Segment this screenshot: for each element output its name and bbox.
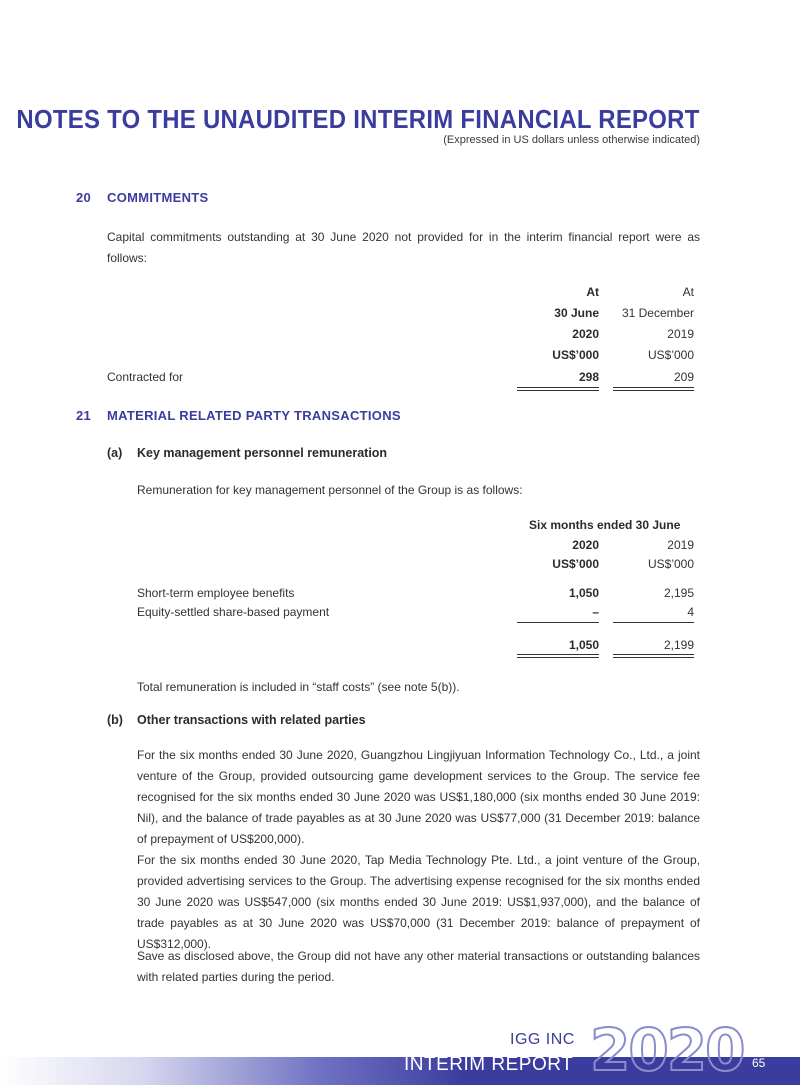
s20-col-current-line4: US$’000 [552, 348, 599, 362]
s20-col-current-line1: At [586, 285, 599, 299]
section-21-title: MATERIAL RELATED PARTY TRANSACTIONS [107, 408, 401, 423]
s21a-total-prior: 2,199 [663, 638, 694, 652]
s21a-col-prior-year: 2019 [667, 538, 694, 552]
s21a-row1-label: Short-term employee benefits [137, 586, 295, 600]
s21a-col-current-unit: US$’000 [552, 557, 599, 571]
s20-col-prior-line3: 2019 [667, 327, 694, 341]
subsection-a-title: Key management personnel remuneration [137, 446, 388, 460]
s21a-col-current-year: 2020 [572, 538, 599, 552]
s20-row-prior: 209 [673, 370, 694, 384]
footer-year-logo: 2020 [590, 1016, 744, 1084]
s20-col-current-line3: 2020 [572, 327, 599, 341]
footer-report-title: INTERIM REPORT [404, 1054, 574, 1075]
s20-col-prior-line4: US$’000 [647, 348, 694, 362]
section-21-number: 21 [76, 408, 92, 423]
s21b-paragraph-1: For the six months ended 30 June 2020, Guangzhou Lingjiyuan Information Technology Co., Ltd., a joint venture of the Group, provided outsourcing game development services to the Group. The service fee recognised for the six months ended 30 June 2020 was US$1,180,000 (six months ended 30 June 2019: Nil), and the balance of trade payables as at 30 June 2020 was US$77,000 (31 December 2019: balance of prepayment of US$200,000). [137, 748, 700, 846]
s21a-row2-prior: 4 [687, 605, 694, 619]
s21a-row2-current: – [592, 605, 599, 619]
s20-row-label: Contracted for [107, 370, 184, 384]
s21a-prior-subtotal-line [613, 622, 694, 623]
s21a-row1-prior: 2,195 [663, 586, 694, 600]
s21a-note: Total remuneration is included in “staff costs” (see note 5(b)). [137, 680, 460, 694]
s20-current-double-underline [517, 387, 599, 391]
s21b-paragraph-2: For the six months ended 30 June 2020, Tap Media Technology Pte. Ltd., a joint venture of the Group, provided advertising services to the Group. The advertising expense recognised for the six months ended 30 June 2020 was US$547,000 (six months ended 30 June 2019: US$1,937,000), and the balance of trade payables as at 30 June 2020 was US$70,000 (31 December 2019: balance of prepayment of US$312,000). [137, 853, 700, 951]
subsection-b-title: Other transactions with related parties [137, 713, 366, 727]
s21a-col-prior-unit: US$’000 [647, 557, 694, 571]
subsection-a-intro: Remuneration for key management personnel of the Group is as follows: [137, 483, 523, 497]
s20-col-current-line2: 30 June [554, 306, 599, 320]
page-title: NOTES TO THE UNAUDITED INTERIM FINANCIAL REPORT [16, 104, 700, 134]
s21a-row1-current: 1,050 [568, 586, 599, 600]
s21a-prior-double-underline [613, 654, 694, 658]
s21b-paragraph-3: Save as disclosed above, the Group did not have any other material transactions or outstanding balances with related parties during the period. [137, 949, 700, 984]
page-subtitle: (Expressed in US dollars unless otherwise indicated) [443, 134, 700, 146]
s20-row-current: 298 [578, 370, 599, 384]
s20-prior-double-underline [613, 387, 694, 391]
footer-company: IGG INC [510, 1031, 575, 1048]
section-20-number: 20 [76, 190, 92, 205]
subsection-a-label: (a) [107, 446, 123, 460]
s21a-current-subtotal-line [517, 622, 599, 623]
s20-col-prior-line1: At [682, 285, 694, 299]
s21a-current-double-underline [517, 654, 599, 658]
section-20-intro: Capital commitments outstanding at 30 June 2020 not provided for in the interim financial report were as follows: [107, 230, 700, 265]
s21a-period-header: Six months ended 30 June [529, 518, 681, 532]
s21a-row2-label: Equity-settled share-based payment [137, 605, 330, 619]
subsection-b-label: (b) [107, 713, 123, 727]
s20-col-prior-line2: 31 December [621, 306, 694, 320]
section-20-title: COMMITMENTS [107, 190, 209, 205]
s21a-total-current: 1,050 [568, 638, 599, 652]
page-number: 65 [752, 1056, 766, 1070]
